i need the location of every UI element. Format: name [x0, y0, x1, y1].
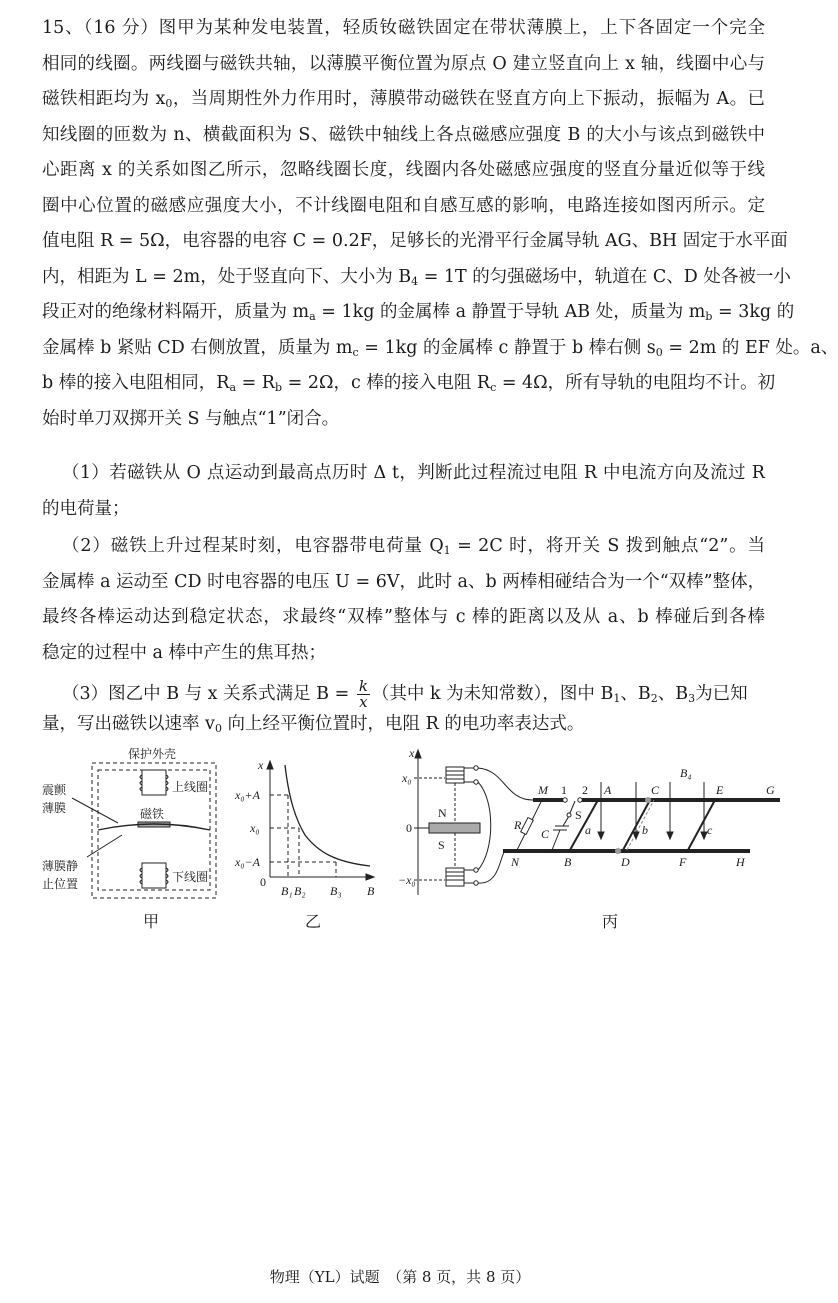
lower-coil-label: 下线圈: [172, 870, 209, 884]
label-f: F: [679, 855, 687, 869]
figure-bing: [398, 746, 780, 931]
axis-arrow-icon: [415, 750, 421, 758]
label-contact-1: 1: [561, 783, 567, 797]
text-line: 知线圈的匝数为 n、横截面积为 S、磁铁中轴线上各点磁感应强度 B 的大小与该点到磁铁中: [42, 124, 765, 145]
label-rod-c: c: [707, 823, 713, 837]
label-capacitor: C: [541, 827, 550, 841]
label-d: D: [621, 855, 630, 869]
text-line: 金属棒 a 运动至 CD 时电容器的电压 U = 6V，此时 a、b 两棒相碰结合为一个“双棒”整体，: [42, 571, 766, 592]
frac-num: k: [358, 677, 368, 695]
lower-coil-icon: [140, 863, 168, 888]
text-line: 始时单刀双掷开关 S 与触点“1”闭合。: [42, 408, 340, 429]
wire-bottom: [478, 851, 505, 883]
membrane-label-1: 震颤: [42, 783, 67, 797]
text-line: 最终各棒运动达到稳定状态，求最终“双棒”整体与 c 棒的距离以及从 a、b 棒碰后到各棒: [42, 607, 765, 627]
y-arrow-icon: [267, 761, 273, 769]
text-line: 值电阻 R = 5Ω，电容器的电容 C = 0.2F，足够长的光滑平行金属导轨 AG、BH 固定于水平面: [42, 231, 788, 251]
text-line: （1）若磁铁从 O 点运动到最高点历时 Δ t，判断此过程流过电阻 R 中电流方向及流过 R: [62, 463, 765, 483]
tick-0: 0: [406, 821, 412, 835]
label-contact-2: 2: [582, 783, 588, 797]
switch-pivot[interactable]: [567, 813, 571, 817]
pole-n: N: [438, 806, 447, 820]
contact-1: [563, 798, 567, 802]
text-line: b 棒的接入电阻相同，$R_a = R_b = 2\Omega$，c 棒的接入电阻 $R_c = 4\Omega$，所有导轨的电阻均不计。初: [42, 373, 776, 394]
text-line: 心距离 x 的关系如图乙所示，忽略线圈长度，线圈内各处磁感应强度的竖直分量近似等于线: [42, 160, 765, 180]
text-line: 稳定的过程中 a 棒中产生的焦耳热；: [42, 642, 327, 663]
tick-minus-x0: −x₀: [398, 873, 416, 887]
insulator-d: [615, 848, 621, 854]
y-tick-x0-plus-a: x₀+A: [235, 788, 260, 802]
figure-yi: [234, 758, 375, 931]
part-3-post: （其中 k 为未知常数），图中 $B_1$、$B_2$、$B_3$为已知: [371, 684, 748, 705]
text-line: 的电荷量；: [42, 498, 130, 519]
text-line: 内，相距为 L = 2m，处于竖直向下、大小为 $B_4 = 1T$ 的匀强磁场中，轨道在 C、D 处各被一小: [42, 266, 791, 288]
label-e: E: [716, 783, 724, 797]
text-line: （2）磁铁上升过程某时刻，电容器带电荷量 $Q_1 = 2C$ 时，将开关 S 拨到触点“2”。当: [62, 536, 765, 557]
x-tick-b2: B₂: [294, 884, 306, 898]
magnet-icon: [429, 823, 480, 833]
text-line: 磁铁相距均为 $x_0$，当周期性外力作用时，薄膜带动磁铁在竖直方向上下振动，振幅为 A。已: [42, 89, 766, 110]
x-axis-label: B: [367, 884, 375, 898]
label-n: N: [511, 855, 520, 869]
rest-label-1: 薄膜静: [42, 859, 79, 873]
upper-coil-icon: [446, 767, 464, 783]
part-3-line-2-text: 量，写出磁铁以速率 $v_0$ 向上经平衡位置时，电阻 R 的电功率表达式。: [42, 714, 585, 735]
b-x-curve: [285, 765, 370, 866]
caption-yi: 乙: [305, 914, 322, 931]
label-c-point: C: [651, 783, 660, 797]
y-axis-label: x: [258, 758, 264, 772]
contact-2: [578, 798, 582, 802]
text-line: 段正对的绝缘材料隔开，质量为 $m_a = 1kg$ 的金属棒 a 静置于导轨 AB 处，质量为 $m_b = 3kg$ 的: [42, 302, 795, 323]
axis-label: x: [409, 746, 415, 760]
label-g: G: [766, 783, 775, 797]
text-line: 金属棒 b 紧贴 CD 右侧放置，质量为 $m_c = 1kg$ 的金属棒 c 静置于 b 棒右侧 $s_0 = 2m$ 的 EF 处。a、: [42, 337, 838, 359]
text-line: 相同的线圈。两线圈与磁铁共轴，以薄膜平衡位置为原点 O 建立竖直向上 x 轴，线圈中心与: [42, 53, 765, 74]
resistor-icon: [521, 818, 534, 835]
membrane-label-2: 薄膜: [42, 801, 67, 815]
figure-jia: [42, 746, 216, 931]
label-m: M: [538, 783, 548, 797]
insulator-c: [645, 797, 651, 803]
x-arrow-icon: [366, 874, 374, 880]
lower-coil-icon: [446, 868, 464, 886]
frac-den: x: [359, 693, 368, 711]
x-tick-b1: B₁: [281, 884, 293, 898]
magnet-label: 磁铁: [140, 807, 165, 821]
pole-s: S: [438, 838, 445, 852]
tick-x0: x₀: [402, 771, 412, 785]
label-r: R: [514, 818, 522, 832]
page-footer: 物理（YL）试题 （第 8 页，共 8 页）: [269, 1268, 531, 1286]
origin-label: 0: [260, 875, 266, 889]
shell-label: 保护外壳: [128, 747, 177, 761]
upper-coil-label: 上线圈: [172, 780, 209, 794]
label-rod-b: b: [642, 823, 648, 837]
label-h: H: [736, 855, 745, 869]
x-tick-b3: B₃: [330, 884, 342, 898]
y-tick-x0: x₀: [250, 821, 260, 835]
label-switch: S: [575, 808, 582, 822]
upper-coil-icon: [140, 770, 168, 795]
caption-jia: 甲: [143, 914, 160, 931]
y-tick-x0-minus-a: x₀−A: [235, 855, 260, 869]
label-b-point: B: [564, 855, 572, 869]
part-3-pre: （3）图乙中 B 与 x 关系式满足 B =: [62, 684, 355, 704]
label-a-point: A: [604, 783, 612, 797]
text-line: 15、（16 分）图甲为某种发电装置，轻质钕磁铁固定在带状薄膜上，上下各固定一个完全: [42, 18, 765, 38]
text-line: 圈中心位置的磁感应强度大小，不计线圈电阻和自感互感的影响，电路连接如图丙所示。定: [42, 195, 765, 216]
label-b4: B₄: [680, 766, 692, 780]
rest-label-2: 止位置: [42, 877, 79, 891]
caption-bing: 丙: [602, 914, 619, 931]
label-rod-a: a: [585, 823, 591, 837]
